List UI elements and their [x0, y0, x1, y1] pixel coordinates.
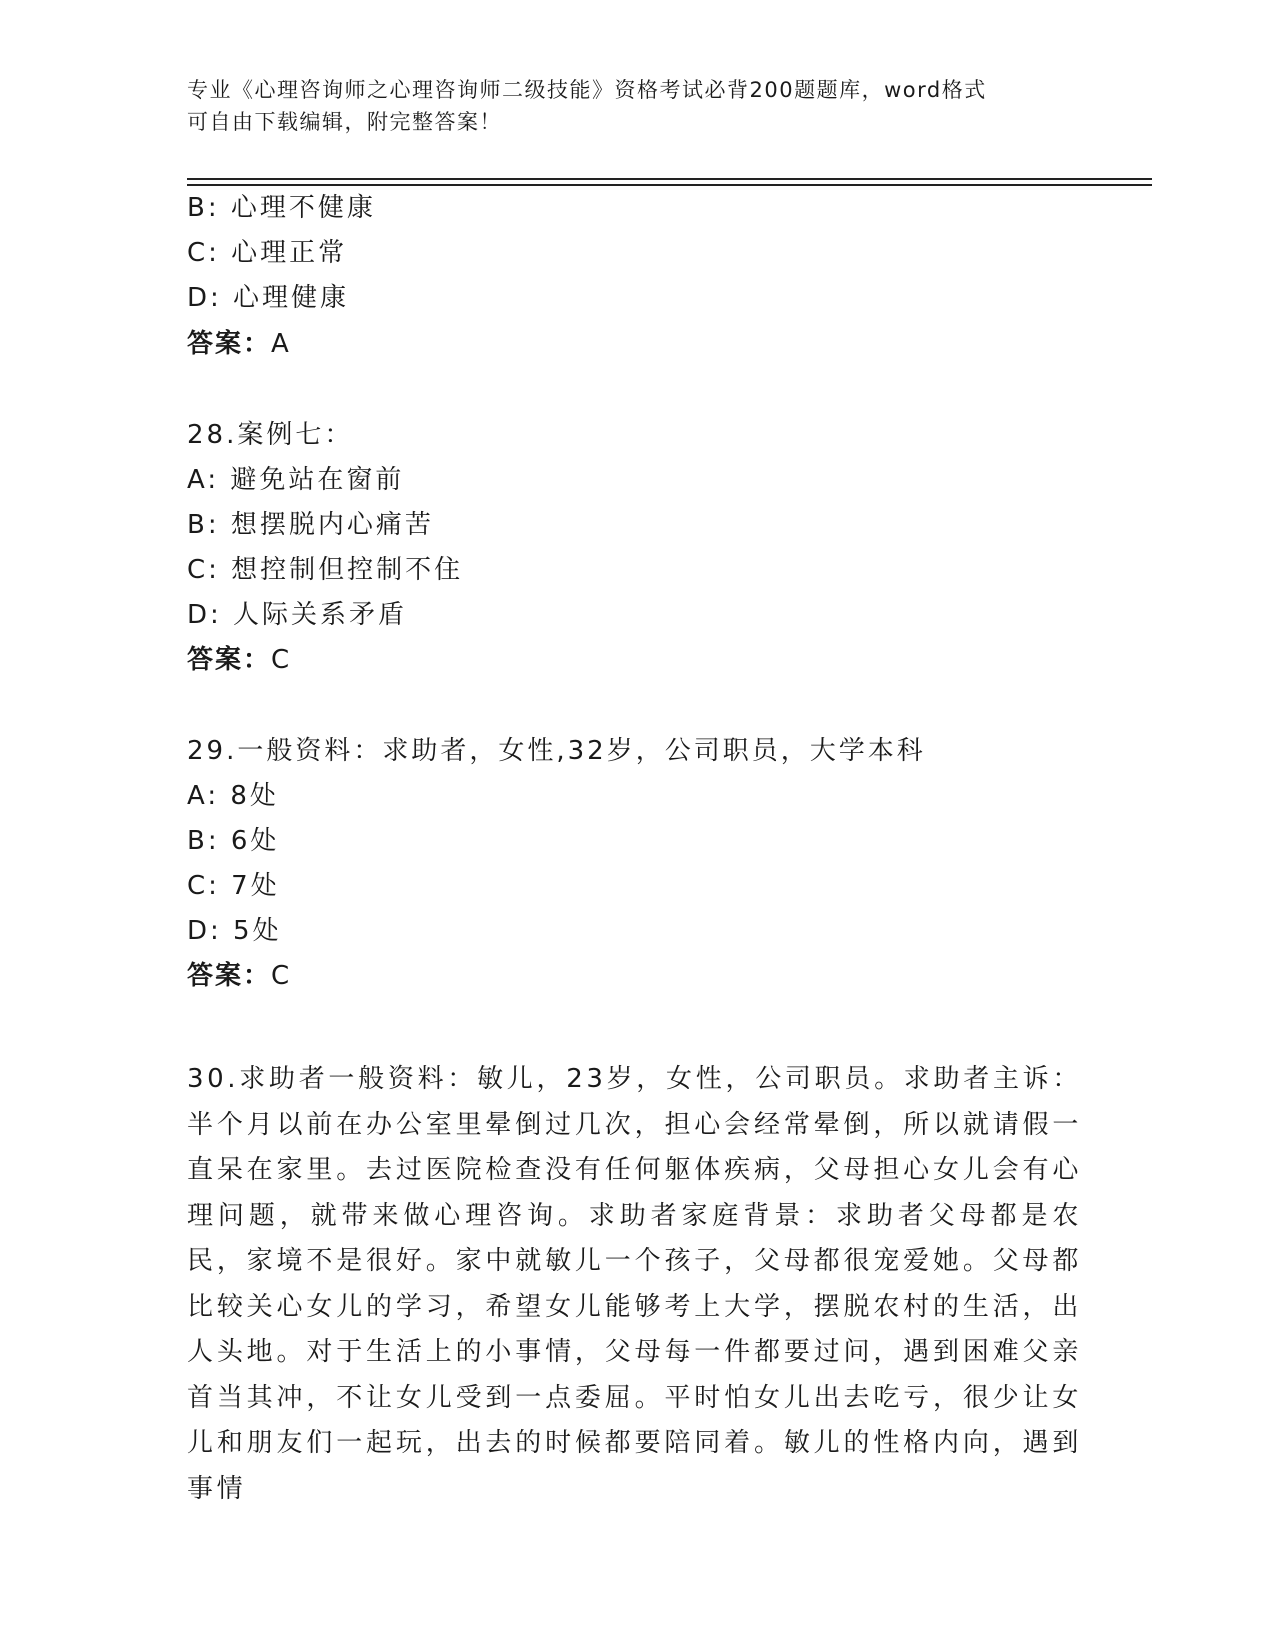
- header-rule-top: [187, 178, 1152, 180]
- answer-value: A: [271, 329, 291, 359]
- q29-question: 29.一般资料：求助者，女性,32岁，公司职员，大学本科: [187, 736, 926, 766]
- q28-option-a: A: 避免站在窗前: [187, 465, 405, 495]
- answer-value: C: [271, 961, 292, 991]
- q28-option-b: B: 想摆脱内心痛苦: [187, 510, 434, 540]
- answer-value: C: [271, 645, 292, 675]
- header-title-line-2: 可自由下载编辑，附完整答案！: [187, 110, 502, 134]
- q28-option-c: C: 想控制但控制不住: [187, 555, 464, 585]
- answer-label: 答案：: [187, 645, 272, 675]
- q28-option-d: D: 人际关系矛盾: [187, 600, 408, 630]
- header-rule-bottom: [187, 184, 1152, 186]
- answer-label: 答案：: [187, 961, 272, 991]
- q29-answer: [187, 959, 291, 993]
- q28-answer: [187, 643, 291, 677]
- q30-question-text: 30.求助者一般资料：敏儿，23岁，女性，公司职员。求助者主诉：半个月以前在办公室里晕倒过几次，担心会经常晕倒，所以就请假一直呆在家里。去过医院检查没有任何躯体疾病，父母担心女儿会有心理问题，就带来做心理咨询。求助者家庭背景：求助者父母都是农民，家境不是很好。家中就敏儿一个孩子，父母都很宠爱她。父母都比较关心女儿的学习，希望女儿能够考上大学，摆脱农村的生活，出人头地。对于生活上的小事情，父母每一件都要过问，遇到困难父亲首当其冲，不让女儿受到一点委屈。平时怕女儿出去吃亏，很少让女儿和朋友们一起玩，出去的时候都要陪同着。敏儿的性格内向，遇到事情: [187, 1064, 1082, 1504]
- q27-option-c: C: 心理正常: [187, 238, 348, 268]
- q29-option-c: C: 7处: [187, 871, 280, 901]
- q29-option-d: D: 5处: [187, 916, 282, 946]
- q28-question: 28.案例七：: [187, 420, 354, 450]
- q27-answer: [187, 327, 291, 361]
- header-title-line-1: 专业《心理咨询师之心理咨询师二级技能》资格考试必背200题题库，word格式: [187, 78, 987, 102]
- q27-option-b: B: 心理不健康: [187, 193, 376, 223]
- q27-option-d: D: 心理健康: [187, 283, 350, 313]
- q29-option-b: B: 6处: [187, 826, 280, 856]
- document-header: [187, 74, 1067, 138]
- q29-option-a: A: 8处: [187, 781, 279, 811]
- answer-label: 答案：: [187, 329, 272, 359]
